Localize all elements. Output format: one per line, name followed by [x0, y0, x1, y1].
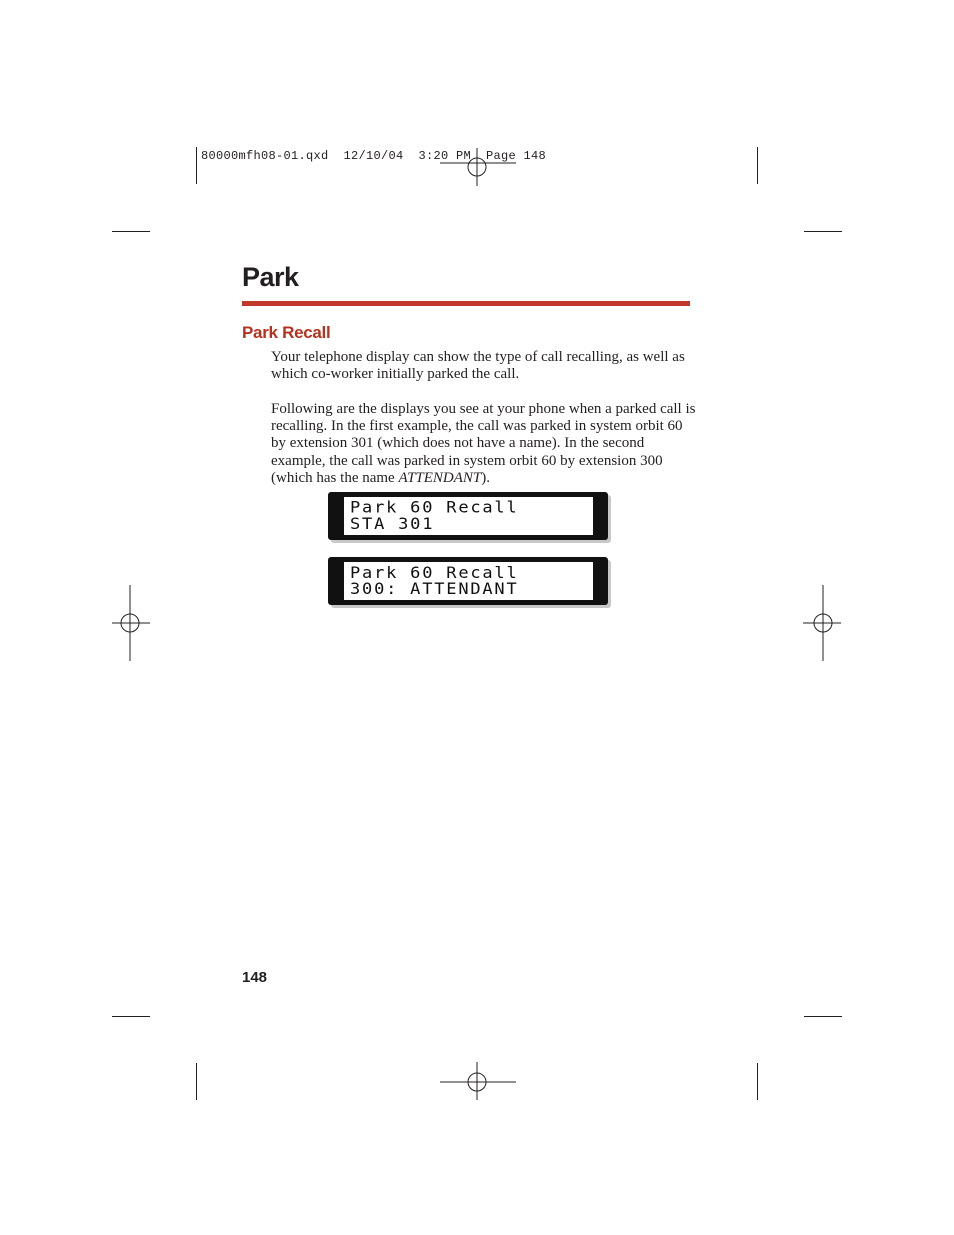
registration-mark-left-icon	[110, 585, 150, 661]
page-title: Park	[242, 262, 299, 292]
phone-display-example-1	[328, 492, 608, 540]
crop-mark-bottom-right-vertical	[757, 1063, 758, 1100]
attendant-name: ATTENDANT	[398, 469, 482, 486]
phone-display-example-2	[328, 557, 608, 605]
file-slug: 80000mfh08-01.qxd 12/10/04 3:20 PM Page 148	[201, 149, 547, 163]
crop-mark-bottom-left-horizontal	[112, 1016, 150, 1017]
crop-mark-bottom-right-horizontal	[804, 1016, 842, 1017]
paragraph-intro: Your telephone display can show the type of call recalling, as well as which co-worker initially parked the call.	[271, 349, 685, 383]
crop-mark-bottom-left-vertical	[196, 1063, 197, 1100]
page-number: 148	[242, 969, 268, 986]
display-screen	[344, 497, 593, 535]
registration-mark-right-icon	[803, 585, 843, 661]
paragraph-examples-end: ).	[481, 469, 491, 486]
crop-mark-top-left-vertical	[196, 147, 197, 184]
crop-mark-top-right-vertical	[757, 147, 758, 184]
display-screen	[344, 562, 593, 600]
display-line-2: 300: ATTENDANT	[350, 579, 519, 599]
registration-mark-bottom-icon	[440, 1062, 516, 1102]
crop-mark-top-left-horizontal	[112, 231, 150, 232]
paragraph-examples-text: Following are the displays you see at your phone when a parked call is recalling. In the first example, the call was parked in system orbit 60 by extension 301 (which does not have a name). In the second example, the call was parked in system orbit 60 by extension 300 (which has the name	[271, 401, 696, 486]
crop-mark-top-right-horizontal	[804, 231, 842, 232]
paragraph-examples	[271, 401, 696, 487]
display-line-1: Park 60 Recall	[350, 498, 519, 518]
title-rule	[242, 301, 690, 306]
display-line-1: Park 60 Recall	[350, 563, 519, 583]
section-heading: Park Recall	[242, 323, 331, 342]
display-line-2: STA 301	[350, 514, 435, 534]
